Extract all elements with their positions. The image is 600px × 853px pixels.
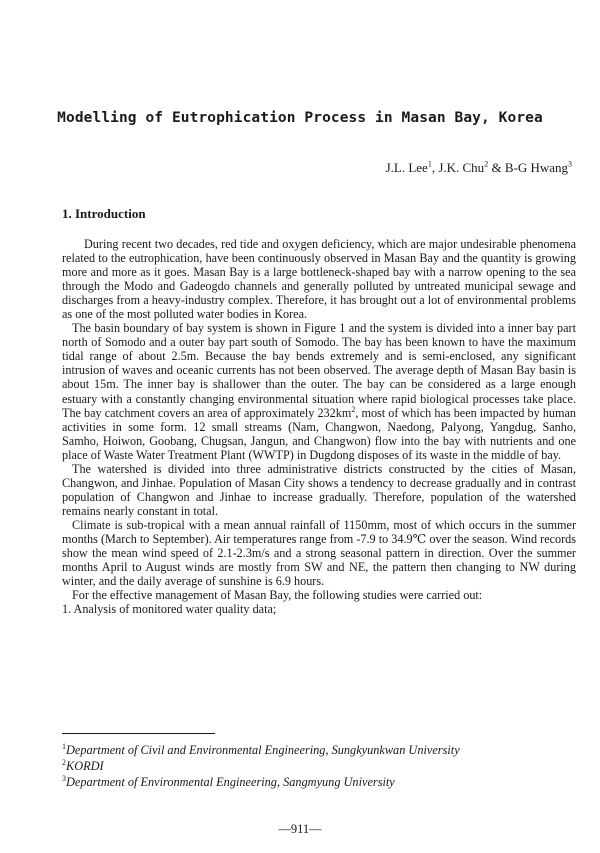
paragraph: For the effective management of Masan Bay, the following studies were carried out: — [72, 588, 483, 603]
footnote — [62, 758, 460, 774]
paragraph: During recent two decades, red tide and oxygen deficiency, which are major undesirable phenomena related to the eutrophication, have been continuously observed in Masan Bay and the quantity is growing more and more as it goes. Masan Bay is a large bottleneck-shaped bay with a narrow opening to the sea through the Modo and Gadeogdo channels and generally polluted by untreated municipal sewage and discharges from a heavy-industry complex. Therefore, it has brought out a lot of environmental problems as one of the most polluted water bodies in Korea. — [62, 237, 576, 322]
body-text — [62, 237, 576, 616]
affiliation-mark: 1 — [427, 159, 432, 169]
footnote — [62, 742, 460, 758]
affiliation-mark: 3 — [568, 159, 572, 169]
author-line — [386, 160, 572, 176]
paper-title: Modelling of Eutrophication Process in Masan Bay, Korea — [57, 110, 543, 126]
footnote-text: KORDI — [66, 759, 104, 773]
author-name: B-G Hwang — [504, 160, 568, 175]
footnote — [62, 774, 460, 790]
footnote-mark: 2 — [62, 757, 66, 767]
superscript: 2 — [351, 404, 356, 414]
list-item: 1. Analysis of monitored water quality data; — [62, 602, 277, 617]
footnote-mark: 1 — [62, 741, 66, 751]
footnote-text: Department of Civil and Environmental Engineering, Sungkyunkwan University — [66, 743, 460, 757]
page-number: —911— — [278, 822, 322, 836]
author-separator: , — [431, 160, 439, 175]
footnote-mark: 3 — [62, 773, 66, 783]
footnote-text: Department of Environmental Engineering, Sangmyung University — [66, 775, 395, 789]
author-name: J.L. Lee — [385, 160, 428, 175]
section-heading: 1. Introduction — [62, 206, 146, 221]
paragraph-text: The basin boundary of bay system is shown in Figure 1 and the system is divided into a inner bay part north of Somodo and a outer bay part south of Somodo. The bay has been known to have the maximum tidal range of about 2.5m. Because the bay bends extremely and is semi-enclosed, any significant intrusion of waves and oceanic currents has not been observed. The average depth of Masan Bay basin is about 15m. The inner bay is shallower than the outer. The bay can be considered as a large enough estuary with a constantly changing environmental situation where rapid biological processes take place. The bay catchment covers an area of approximately 232km — [62, 321, 576, 420]
paragraph-text: , most of which has been impacted by human activities in some form. 12 small streams (Nam, Changwon, Naedong, Palyong, Yangdug, Sanho, Samho, Hoiwon, Goobang, Chugsan, Jangun, and Changwon) flow into the bay with nutrients and one place of Waste Water Treatment Plant (WWTP) in Dugdong disposes of its waste in the middle of bay. — [62, 405, 576, 462]
paragraph — [62, 321, 576, 461]
footnote-divider — [62, 733, 215, 734]
paragraph: Climate is sub-tropical with a mean annual rainfall of 1150mm, most of which occurs in the summer months (March to September). Air temperatures range from -7.9 to 34.9℃ over the season. Wind records show the mean wind speed of 2.1-2.3m/s and a strong seasonal pattern in direction. Over the summer months April to August winds are mostly from SW and NE, the pattern then changing to NW during winter, and the daily average of sunshine is 6.9 hours. — [62, 517, 576, 589]
footnotes — [62, 742, 460, 790]
affiliation-mark: 2 — [484, 159, 489, 169]
author-name: J.K. Chu — [438, 160, 485, 175]
paragraph: The watershed is divided into three administrative districts constructed by the cities of Masan, Changwon, and Jinhae. Population of Masan City shows a tendency to decrease gradually and in contrast population of Changwon and Jinhae to increase gradually. Therefore, population of the watershed remains nearly constant in total. — [62, 461, 576, 518]
author-separator: & — [488, 160, 505, 175]
